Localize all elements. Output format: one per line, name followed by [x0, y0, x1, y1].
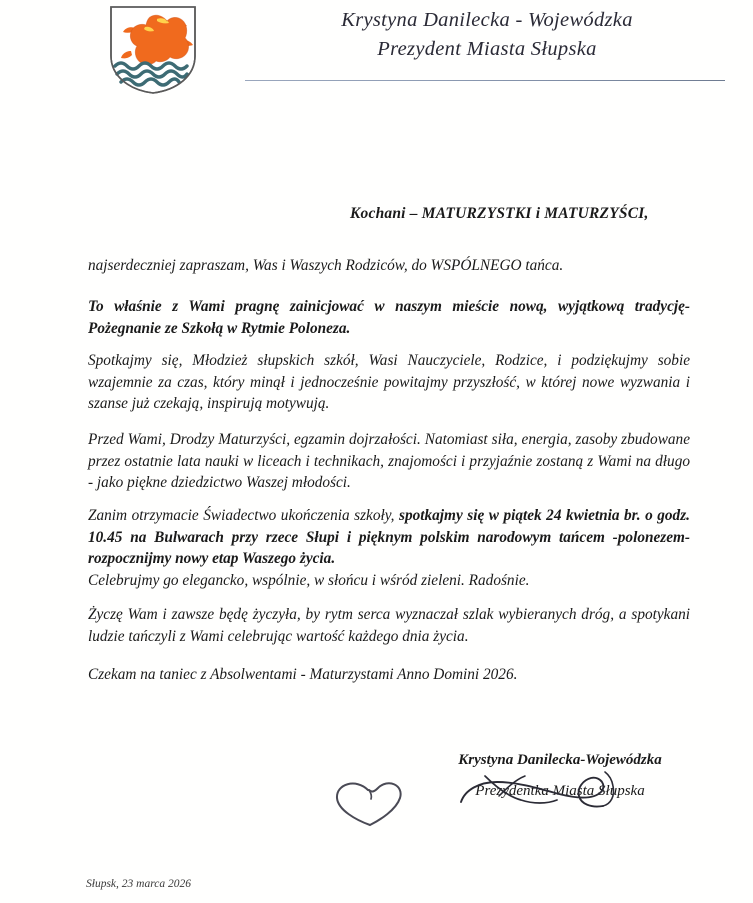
letter-salutation: Kochani – MATURZYSTKI i MATURZYŚCI, [350, 205, 649, 222]
letterhead [0, 0, 753, 100]
signature-role: Prezydentka Miasta Słupska [475, 783, 645, 799]
letterhead-title-line-2: Prezydent Miasta Słupska [377, 38, 597, 61]
signature-name: Krystyna Danilecka-Wojewódzka [458, 752, 662, 768]
letter-paragraph-5 [88, 505, 690, 570]
letter-paragraph-6: Celebrujmy go elegancko, wspólnie, w słońcu i wśród zieleni. Radośnie. [88, 572, 530, 589]
signature-block [420, 752, 700, 800]
letter-paragraph-5-bold: spotkajmy się w piątek 24 kwietnia br. o godz. 10.45 na Bulwarach przy rzece Słupi i pięknym polskim narodowym tańcem -polonezem- rozpocznijmy nowy etap Waszego życia. [88, 507, 690, 567]
footer-place-and-date: Słupsk, 23 marca 2026 [86, 878, 191, 890]
letter-paragraph-2: To właśnie z Wami pragnę zainicjować w naszym mieście nową, wyjątkową tradycję- Pożegnanie ze Szkołą w Rytmie Poloneza. [88, 298, 690, 337]
slupsk-coat-of-arms-icon [105, 4, 201, 96]
letter-paragraph-7: Życzę Wam i zawsze będę życzyła, by rytm serca wyznaczał szlak wybieranych dróg, a spotykani ludzie tańczyli z Wami celebrując wartość każdego dnia życia. [88, 606, 690, 645]
letter-paragraph-8: Czekam na taniec z Absolwentami - Maturzystami Anno Domini 2026. [88, 666, 518, 683]
letterhead-divider [245, 80, 725, 81]
letter-paragraph-5-plain: Zanim otrzymacie Świadectwo ukończenia szkoły, [88, 507, 399, 524]
letter-paragraph-4: Przed Wami, Drodzy Maturzyści, egzamin dojrzałości. Natomiast siła, energia, zasoby zbudowane przez ostatnie lata nauki w liceach i technikach, znajomości i przyjaźnie zostaną z Wami na długo - jako piękne dziedzictwo Waszej młodości. [88, 431, 690, 491]
letterhead-title-line-1: Krystyna Danilecka - Wojewódzka [341, 9, 633, 31]
letterhead-titles [245, 6, 729, 64]
letter-paragraph-1: najserdeczniej zapraszam, Was i Waszych Rodziców, do WSPÓLNEGO tańca. [88, 257, 564, 274]
letter-paragraph-3: Spotkajmy się, Młodzież słupskich szkół, Wasi Nauczyciele, Rodzice, i podziękujmy sobie wzajemnie za czas, który minął i jednocześnie powitajmy przyszłość, w której nowe wyzwania i szanse już czekają, inspirują motywują. [88, 352, 690, 412]
